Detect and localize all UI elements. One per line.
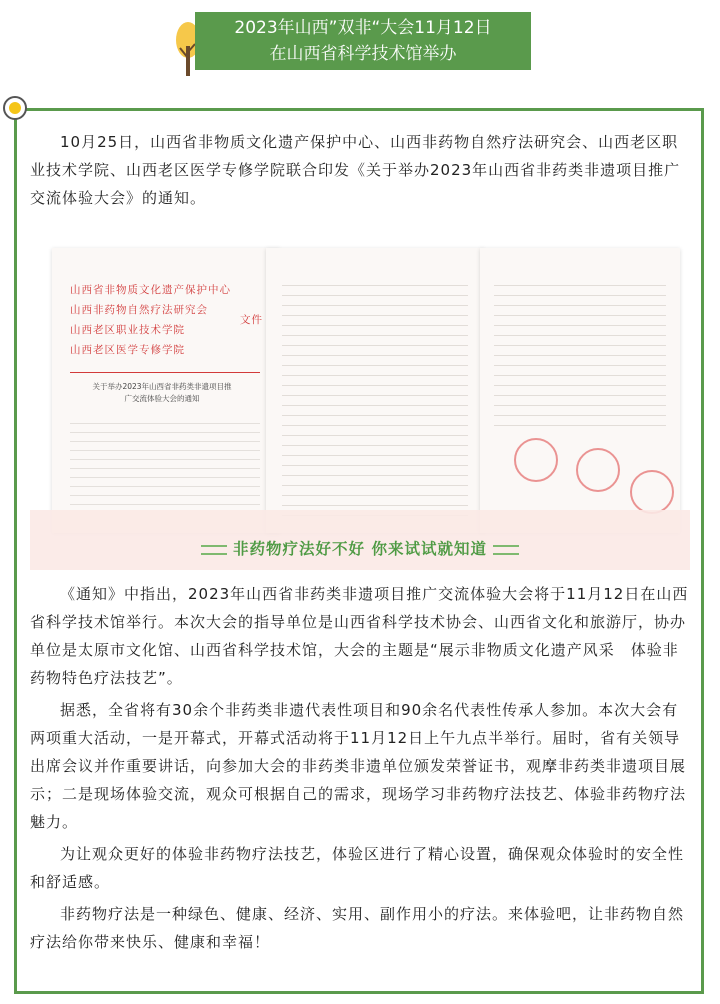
- paragraph-3: 为让观众更好的体验非药物疗法技艺，体验区进行了精心设置，确保观众体验时的安全性和舒适感。: [30, 845, 685, 891]
- slogan: [30, 537, 690, 559]
- doc-org-1: 山西省非物质文化遗产保护中心: [70, 284, 231, 296]
- slogan-dash-left: [201, 545, 227, 555]
- title-line-1: 2023年山西”双非“大会11月12日: [234, 18, 492, 38]
- doc-title: 关于举办2023年山西省非药类非遗项目推广交流体验大会的通知: [92, 382, 232, 403]
- title-banner: [195, 12, 531, 70]
- doc-org-2: 山西非药物自然疗法研究会: [70, 304, 208, 316]
- paragraph-2: 据悉，全省将有30余个非药类非遗代表性项目和90余名代表性传承人参加。本次大会有两项重大活动，一是开幕式，开幕式活动将于11月12日上午九点半举行。届时，省有关领导出席会议并作重要讲话，向参加大会的非药类非遗单位颁发荣誉证书，观摩非药类非遗项目展示；二是现场体验交流，观众可根据自己的需求，现场学习非药物疗法技艺、体验非药物疗法魅力。: [30, 701, 687, 831]
- red-seal-2: [576, 448, 620, 492]
- slogan-text: 非药物疗法好不好 你来试试就知道: [233, 540, 487, 558]
- paragraph-1: 《通知》中指出，2023年山西省非药类非遗项目推广交流体验大会将于11月12日在山西省科学技术馆举行。本次大会的指导单位是山西省科学技术协会、山西省文化和旅游厅，协办单位是太原市文化馆、山西省科学技术馆，大会的主题是“展示非物质文化遗产风采 体验非药物特色疗法技艺”。: [30, 585, 689, 687]
- doc-org-3: [70, 314, 280, 340]
- intro-text: 10月25日，山西省非物质文化遗产保护中心、山西非药物自然疗法研究会、山西老区职业技术学院、山西老区医学专修学院联合印发《关于举办2023年山西省非药类非遗项目推广交流体验大会》的通知。: [30, 133, 681, 207]
- doc-text-lines: [70, 415, 260, 505]
- doc-file-word: 文件: [240, 314, 263, 326]
- doc-red-rule: [70, 372, 260, 373]
- doc2-text-lines: [282, 276, 468, 516]
- frame-corner-icon: [3, 96, 27, 120]
- intro-paragraph: [30, 128, 690, 212]
- doc-org-4: 山西老区医学专修学院: [70, 344, 185, 356]
- slogan-dash-right: [493, 545, 519, 555]
- document-images: [30, 240, 690, 570]
- paragraph-4: 非药物疗法是一种绿色、健康、经济、实用、副作用小的疗法。来体验吧，让非药物自然疗法给你带来快乐、健康和幸福！: [30, 905, 685, 951]
- red-seal-3: [630, 470, 674, 514]
- red-seal-1: [514, 438, 558, 482]
- doc-org-3-text: 山西老区职业技术学院: [70, 324, 185, 336]
- article-body: [30, 580, 690, 956]
- notice-page-2: [266, 248, 484, 533]
- title-line-2: 在山西省科学技术馆举办: [269, 44, 457, 64]
- doc3-text-lines: [494, 276, 666, 426]
- notice-page-3: [480, 248, 680, 533]
- notice-page-1: [52, 248, 280, 533]
